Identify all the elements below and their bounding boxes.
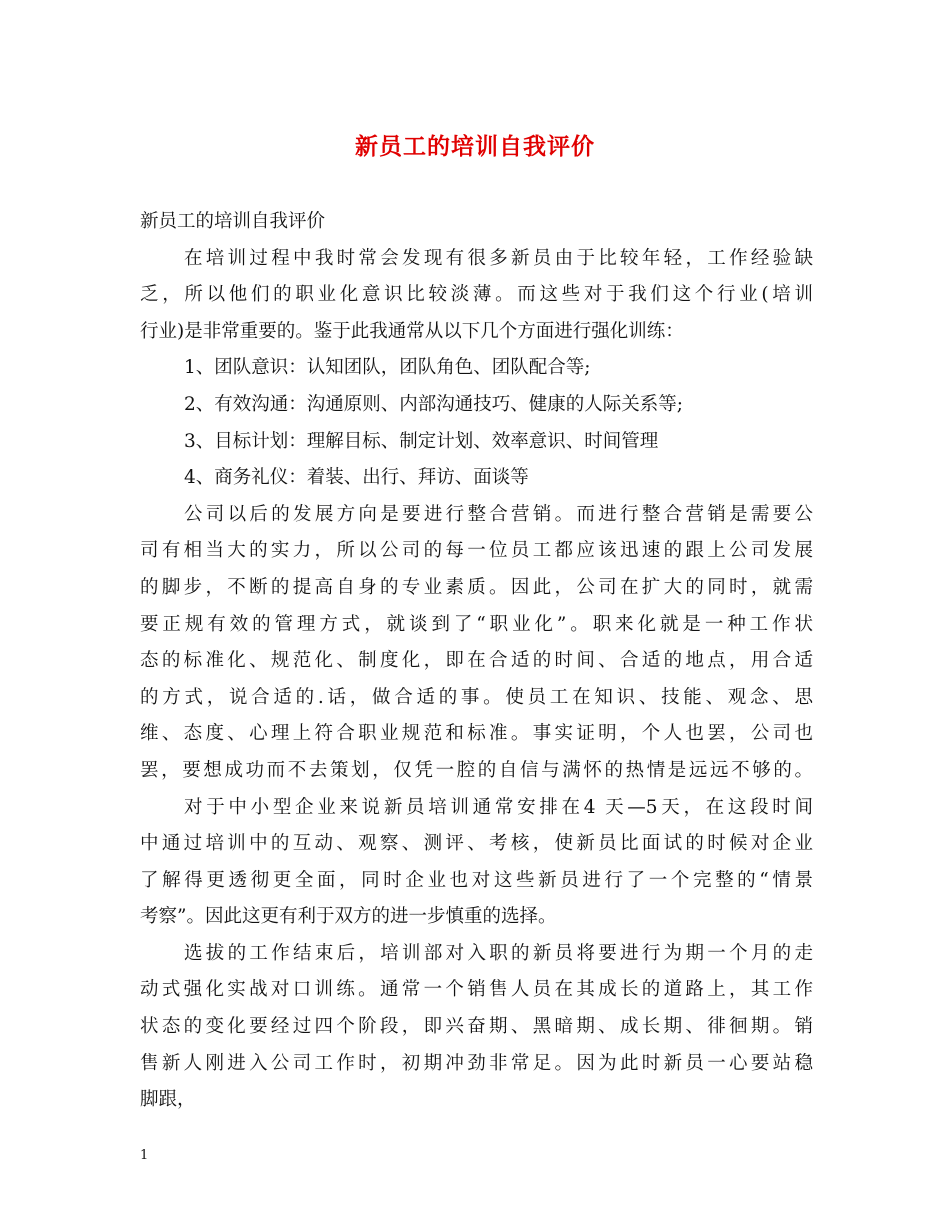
paragraph-line: 在培训过程中我时常会发现有很多新员由于比较年轻，工作经验缺	[184, 247, 813, 269]
paragraph-line: 选拔的工作结束后，培训部对入职的新员将要进行为期一个月的走	[184, 942, 813, 964]
paragraph-line: 态的标准化、规范化、制度化，即在合适的时间、合适的地点，用合适	[140, 650, 813, 672]
list-item: 3、目标计划：理解目标、制定计划、效率意识、时间管理	[184, 430, 659, 452]
list-item: 1、团队意识：认知团队，团队角色、团队配合等;	[184, 357, 591, 379]
paragraph-line: 对于中小型企业来说新员培训通常安排在4 天—5天，在这段时间	[184, 796, 813, 818]
paragraph-line: 中通过培训中的互动、观察、测评、考核，使新员比面试的时候对企业	[140, 833, 813, 855]
paragraph-line: 脚跟，	[140, 1089, 196, 1111]
list-item: 2、有效沟通：沟通原则、内部沟通技巧、健康的人际关系等;	[184, 393, 684, 415]
paragraph-line: 行业)是非常重要的。鉴于此我通常从以下几个方面进行强化训练：	[140, 320, 684, 342]
body-line: 新员工的培训自我评价	[140, 211, 326, 232]
paragraph-line: 的方式，说合适的.话，做合适的事。使员工在知识、技能、观念、思	[140, 686, 813, 708]
paragraph-line: 动式强化实战对口训练。通常一个销售人员在其成长的道路上，其工作	[140, 979, 813, 1001]
paragraph-line: 司有相当大的实力，所以公司的每一位员工都应该迅速的跟上公司发展	[140, 540, 813, 562]
paragraph-line: 乏，所以他们的职业化意识比较淡薄。而这些对于我们这个行业(培训	[140, 284, 813, 306]
paragraph-line: 维、态度、心理上符合职业规范和标准。事实证明，个人也罢，公司也	[140, 723, 813, 745]
paragraph-line: 罢，要想成功而不去策划，仅凭一腔的自信与满怀的热情是远远不够的。	[140, 759, 813, 781]
paragraph-line: 售新人刚进入公司工作时，初期冲劲非常足。因为此时新员一心要站稳	[140, 1052, 813, 1074]
paragraph-line: 公司以后的发展方向是要进行整合营销。而进行整合营销是需要公	[184, 503, 813, 525]
paragraph-line: 了解得更透彻更全面，同时企业也对这些新员进行了一个完整的“情景	[140, 869, 813, 891]
document-title: 新员工的培训自我评价	[355, 133, 595, 160]
list-item: 4、商务礼仪：着装、出行、拜访、面谈等	[184, 467, 529, 489]
page-number: 1	[140, 1148, 149, 1163]
paragraph-line: 要正规有效的管理方式，就谈到了“职业化”。职来化就是一种工作状	[140, 613, 813, 635]
document-body	[140, 204, 813, 1119]
paragraph-line: 状态的变化要经过四个阶段，即兴奋期、黑暗期、成长期、徘徊期。销	[140, 1016, 813, 1038]
paragraph-line: 考察”。因此这更有利于双方的进一步慎重的选择。	[140, 906, 557, 928]
paragraph-line: 的脚步，不断的提高自身的专业素质。因此，公司在扩大的同时，就需	[140, 576, 813, 598]
